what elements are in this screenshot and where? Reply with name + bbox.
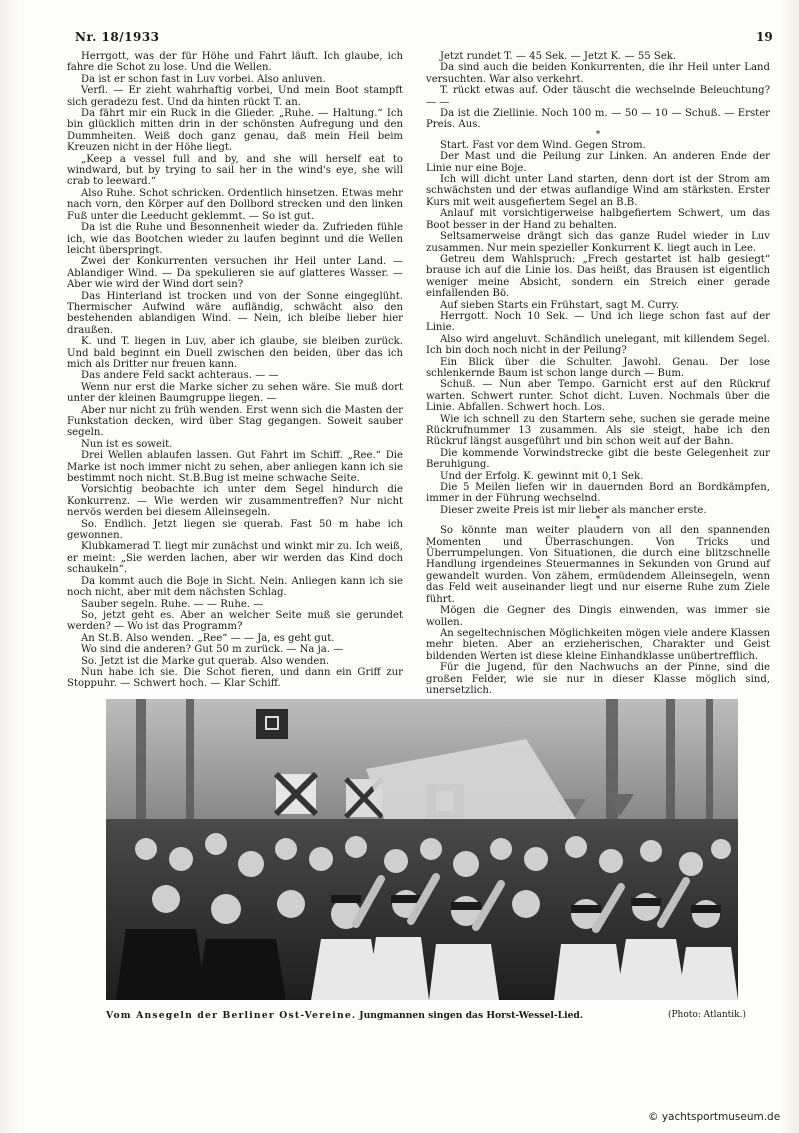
paragraph: Die kommende Vorwindstrecke gibt die beste Gelegenheit zur Beruhigung.	[426, 447, 770, 471]
issue-number: Nr. 18/1933	[75, 30, 160, 44]
paragraph: K. und T. liegen in Luv, aber ich glaube, sie bleiben zurück. Und bald beginnt ein Duell zwischen den beiden, über das ich mich als Dritter nur freuen kann.	[67, 336, 403, 370]
paragraph: Drei Wellen ablaufen lassen. Gut Fahrt im Schiff. „Ree.“ Die Marke ist noch immer nicht zu sehen, aber anliegen kann ich sie bestimmt noch nicht. St.B.Bug ist meine schwache Seite.	[67, 450, 403, 485]
paragraph: Schuß. — Nun aber Tempo. Garnicht erst auf den Rückruf warten. Schwert runter. Schot dicht. Luven. Nochmals über die Linie. Abfallen. Schwert hoch. Los.	[426, 379, 770, 414]
paragraph: So. Endlich. Jetzt liegen sie querab. Fast 50 m habe ich gewonnen.	[67, 518, 403, 542]
paragraph: Da sind auch die beiden Konkurrenten, die ihr Heil unter Land versuchten. War also verkehrt.	[426, 62, 770, 85]
paragraph: Die 5 Meilen liefen wir in dauernden Bord an Bordkämpfen, immer in der Führung wechselnd.	[426, 482, 770, 505]
paragraph: Herrgott. Noch 10 Sek. — Und ich liege schon fast auf der Linie.	[426, 310, 770, 334]
paragraph: Und der Erfolg. K. gewinnt mit 0,1 Sek.	[440, 470, 644, 482]
paragraph: Da kommt auch die Boje in Sicht. Nein. Anliegen kann ich sie noch nicht, aber mit dem nächsten Schlag.	[67, 575, 403, 599]
left-text-column	[67, 51, 403, 690]
page-number: 19	[756, 30, 773, 44]
paragraph: Da ist er schon fast in Luv vorbei. Also anluven.	[81, 73, 326, 85]
section-divider-star: *	[595, 129, 601, 140]
paragraph: So. Jetzt ist die Marke gut querab. Also wenden.	[81, 655, 330, 667]
caption-title: Vom Ansegeln der Berliner Ost-Vereine.	[106, 1010, 357, 1021]
photograph-icon	[106, 699, 738, 1000]
paragraph: Zwei der Konkurrenten versuchen ihr Heil unter Land. — Ablandiger Wind. — Da spekulieren sie auf glatteres Wasser. — Aber wie wird der Wind dort sein?	[67, 256, 403, 291]
paragraph: Das andere Feld sackt achteraus. — —	[81, 370, 279, 382]
paragraph: Das Hinterland ist trocken und von der Sonne eingeglüht. Thermischer Aufwind wäre aufländig, schwächt also den bestehenden ablandigen Wind. — Nein, ich bleibe lieber hier draußen.	[67, 290, 403, 336]
paragraph: Für die Jugend, für den Nachwuchs an der Pinne, sind die großen Felder, wie sie nur in dieser Klasse möglich sind, unersetzlich.	[426, 662, 770, 696]
paragraph: An segeltechnischen Möglichkeiten mögen viele andere Klassen mehr bieten. Aber an erzieherischen, Charakter und Geist bildenden Werten ist diese kleine Einhandklasse unübertrefflich.	[426, 627, 770, 662]
paragraph: Also wird angeluvt. Schändlich unelegant, mit killendem Segel. Ich bin doch noch nicht in der Peilung?	[426, 333, 770, 357]
paragraph: So könnte man weiter plaudern von all den spannenden Momenten und Überraschungen. Von Tricks und Überrumpelungen. Von Situationen, die durch eine blitzschnelle Handlung irgendeines Steuermannes in Sekunden von Grund auf gewandelt wurden. Von zähem, ermüdendem Alleinsegeln, wenn das Feld weit auseinander liegt und nur eiserne Ruhe zum Ziele führt.	[426, 525, 770, 605]
paragraph: T. rückt etwas auf. Oder täuscht die wechselnde Beleuchtung? — —	[426, 85, 770, 108]
paragraph: Anlauf mit vorsichtigerweise halbgefiertem Schwert, um das Boot besser in der Hand zu behalten.	[426, 208, 770, 231]
paragraph: Vorsichtig beobachte ich unter dem Segel hindurch die Konkurrenz. — Wie werden wir zusammentreffen? Nur nicht nervös werden bei diesem Alleinsegeln.	[67, 484, 403, 519]
paragraph: Da ist die Ruhe und Besonnenheit wieder da. Zufrieden fühle ich, wie das Bootchen wieder zu laufen beginnt und die Wellen leicht überspringt.	[67, 222, 403, 256]
sailors-photograph	[106, 699, 738, 1000]
paragraph: „Keep a vessel full and by, and she will herself eat to windward, but by trying to sail her in the wind's eye, she will crab to leeward.“	[67, 153, 403, 188]
paragraph: Der Mast und die Peilung zur Linken. An anderen Ende der Linie nur eine Boje.	[426, 151, 770, 174]
paragraph: Getreu dem Wahlspruch: „Frech gestartet ist halb gesiegt“ brause ich auf die Linie los. Das heißt, das Brausen ist eigentlich weniger meine Absicht, sondern ein Streich einer gerade einfallenden Bö.	[426, 253, 770, 300]
paragraph: Auf sieben Starts ein Frühstart, sagt M. Curry.	[440, 299, 679, 311]
paragraph: Jetzt rundet T. — 45 Sek. — Jetzt K. — 55 Sek.	[440, 51, 677, 62]
paragraph: Verfl. — Er zieht wahrhaftig vorbei, Und mein Boot stampft sich geradezu fest. Und da hinten rückt T. an.	[67, 85, 403, 108]
paragraph: An St.B. Also wenden. „Ree“ — — Ja, es geht gut.	[81, 632, 335, 644]
paragraph: Herrgott, was der für Höhe und Fahrt läuft. Ich glaube, ich fahre die Schot zu lose. Und die Wellen.	[67, 51, 403, 74]
paragraph: Da fährt mir ein Ruck in die Glieder. „Ruhe. — Haltung.“ Ich bin glücklich mitten drin in der schönsten Aufregung und den Dummheiten. Weiß doch ganz genau, daß mein Heil beim Kreuzen nicht in der Höhe liegt.	[67, 108, 403, 154]
paragraph: Ich will dicht unter Land starten, denn dort ist der Strom am schwächsten und der etwas auflandige Wind am stärksten. Erster Kurs mit weit ausgefiertem Segel an B.B.	[426, 174, 770, 208]
paragraph: Klubkamerad T. liegt mir zunächst und winkt mir zu. Ich weiß, er meint: „Sie werden lachen, aber wir werden das Kind doch schaukeln“.	[67, 541, 403, 576]
watermark: © yachtsportmuseum.de	[648, 1111, 781, 1123]
photo-credit: (Photo: Atlantik.)	[667, 1010, 746, 1020]
paragraph: Wie ich schnell zu den Startern sehe, suchen sie gerade meine Rückrufnummer 13 zusammen. Als sie steigt, habe ich den Rückruf längst ausgeführt und bin schon weit auf der Bahn.	[426, 413, 770, 448]
paragraph: Seltsamerweise drängt sich das ganze Rudel wieder in Luv zusammen. Nur mein spezieller Konkurrent K. liegt auch in Lee.	[426, 231, 770, 254]
paragraph: Wo sind die anderen? Gut 50 m zurück. — Na ja. —	[81, 644, 344, 656]
paragraph: Da ist die Ziellinie. Noch 100 m. — 50 — 10 — Schuß. — Erster Preis. Aus.	[426, 108, 770, 131]
paragraph: Mögen die Gegner des Dingis einwenden, was immer sie wollen.	[426, 605, 770, 628]
section-divider-star: *	[595, 515, 601, 526]
paragraph: Dieser zweite Preis ist mir lieber als mancher erste.	[440, 504, 707, 516]
paragraph: Nun habe ich sie. Die Schot fieren, und dann ein Griff zur Stoppuhr. — Schwert hoch. — Klar Schiff.	[67, 666, 403, 690]
photo-caption	[106, 1010, 746, 1021]
paragraph: Wenn nur erst die Marke sicher zu sehen wäre. Sie muß dort unter der kleinen Baumgruppe liegen. —	[67, 381, 403, 405]
paragraph: So, jetzt geht es. Aber an welcher Seite muß sie gerundet werden? — Wo ist das Programm?	[67, 609, 403, 633]
paragraph: Sauber segeln. Ruhe. — — Ruhe. —	[81, 598, 264, 610]
right-text-column	[426, 51, 770, 696]
paragraph: Also Ruhe. Schot schricken. Ordentlich hinsetzen. Etwas mehr nach vorn, den Körper auf den Dollbord strecken und den linken Fuß unter die Leeducht geklemmt. — So ist gut.	[67, 187, 403, 222]
paragraph: Ein Blick über die Schulter. Jawohl. Genau. Der lose schlenkernde Baum ist schon lange durch — Bum.	[426, 356, 770, 379]
paragraph: Nun ist es soweit.	[81, 438, 173, 450]
paragraph: Start. Fast vor dem Wind. Gegen Strom.	[440, 139, 646, 151]
paragraph: Aber nur nicht zu früh wenden. Erst wenn sich die Masten der Funkstation decken, wird über Stag gegangen. Soweit sauber segeln.	[67, 404, 403, 439]
caption-text: Jungmannen singen das Horst-Wessel-Lied.	[359, 1010, 584, 1021]
